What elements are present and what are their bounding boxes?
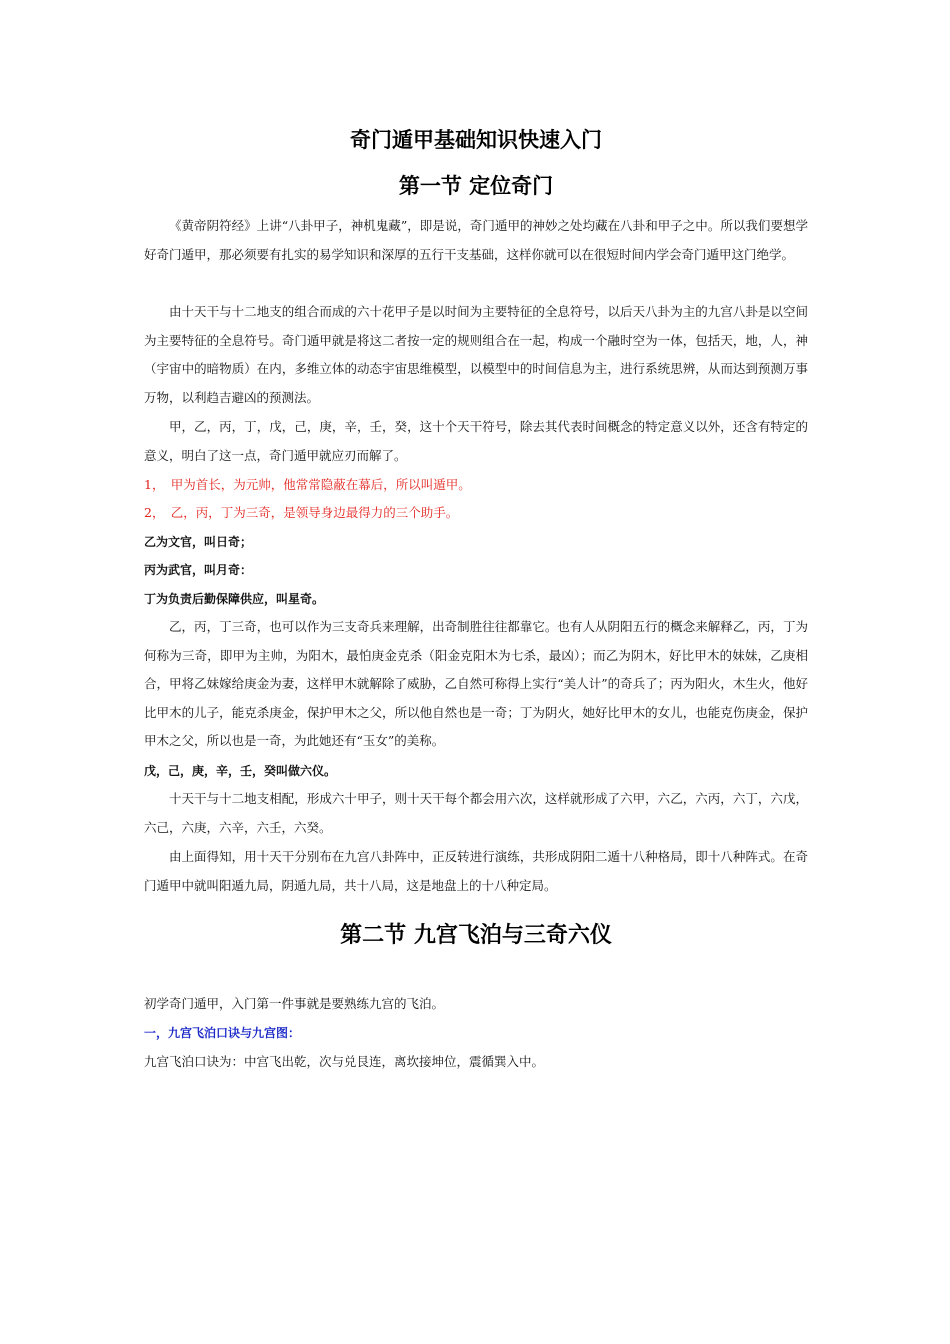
section-1-paragraph-5: 十天干与十二地支相配，形成六十甲子，则十天干每个都会用六次，这样就形成了六甲，六乙，六丙，六丁，六戊，六己，六庚，六辛，六壬，六癸。 xyxy=(144,791,808,835)
section-1-paragraph-6: 由上面得知，用十天干分别布在九宫八卦阵中，正反转进行演练，共形成阴阳二遁十八种格局，即十八种阵式。在奇门遁甲中就叫阳遁九局，阴遁九局，共十八局，这是地盘上的十八种定局。 xyxy=(144,849,808,893)
section-1-heading: 第一节 定位奇门 xyxy=(398,174,554,198)
section-1-paragraph-4: 乙，丙，丁三奇，也可以作为三支奇兵来理解，出奇制胜往往都靠它。也有人从阴阳五行的概念来解释乙，丙，丁为何称为三奇，即甲为主帅，为阳木，最怕庚金克杀（阳金克阳木为七杀，最凶）；而乙为阴木，好比甲木的妹妹，乙庚相合，甲将乙妹嫁给庚金为妻，这样甲木就解除了威胁，乙自然可称得上实行“美人计”的奇兵了；丙为阳火，木生火，他好比甲木的儿子，能克杀庚金，保护甲木之父，所以他自然也是一奇；丁为阴火，她好比甲木的女儿，也能克伤庚金，保护甲木之父，所以也是一奇，为此她还有“玉女”的美称。 xyxy=(144,619,808,749)
document-title: 奇门遁甲基础知识快速入门 xyxy=(350,128,602,152)
section-1-paragraph-2: 由十天干与十二地支的组合而成的六十花甲子是以时间为主要特征的全息符号，以后天八卦为主的九宫八卦是以空间为主要特征的全息符号。奇门遁甲就是将这二者按一定的规则组合在一起，构成一个融时空为一体，包括天，地，人，神（宇宙中的暗物质）在内，多维立体的动态宇宙思维模型，以模型中的时间信息为主，进行系统思辨，从而达到预测万事万物，以利趋吉避凶的预测法。 xyxy=(144,304,808,405)
section-2-paragraph-2: 九宫飞泊口诀为：中宫飞出乾，次与兑艮连，离坎接坤位，震循巽入中。 xyxy=(144,1054,545,1069)
section-2-heading: 第二节 九宫飞泊与三奇六仪 xyxy=(340,923,612,948)
red-list-item-2: 2， 乙，丙，丁为三奇，是领导身边最得力的三个助手。 xyxy=(144,505,459,520)
bold-line-yi: 乙为文官，叫日奇； xyxy=(144,535,253,549)
section-1-paragraph-1: 《黄帝阴符经》上讲“八卦甲子，神机鬼藏”，即是说，奇门遁甲的神妙之处均藏在八卦和甲子之中。所以我们要想学好奇门遁甲，那必须要有扎实的易学知识和深厚的五行干支基础，这样你就可以在很短时间内学会奇门遁甲这门绝学。 xyxy=(144,218,808,262)
bold-line-bing: 丙为武官，叫月奇： xyxy=(144,563,253,577)
red-list-item-1: 1， 甲为首长，为元帅，他常常隐蔽在幕后，所以叫遁甲。 xyxy=(144,477,471,492)
section-2-subheading: 一，九宫飞泊口诀与九宫图： xyxy=(144,1026,301,1040)
section-2-paragraph-1: 初学奇门遁甲，入门第一件事就是要熟练九宫的飞泊。 xyxy=(144,996,445,1011)
bold-line-liuyi: 戊，己，庚，辛，壬，癸叫做六仪。 xyxy=(144,764,337,778)
bold-line-ding: 丁为负责后勤保障供应，叫星奇。 xyxy=(144,592,325,606)
section-1-paragraph-3: 甲，乙，丙，丁，戊，己，庚，辛，壬，癸，这十个天干符号，除去其代表时间概念的特定意义以外，还含有特定的意义，明白了这一点，奇门遁甲就应刃而解了。 xyxy=(144,419,808,463)
